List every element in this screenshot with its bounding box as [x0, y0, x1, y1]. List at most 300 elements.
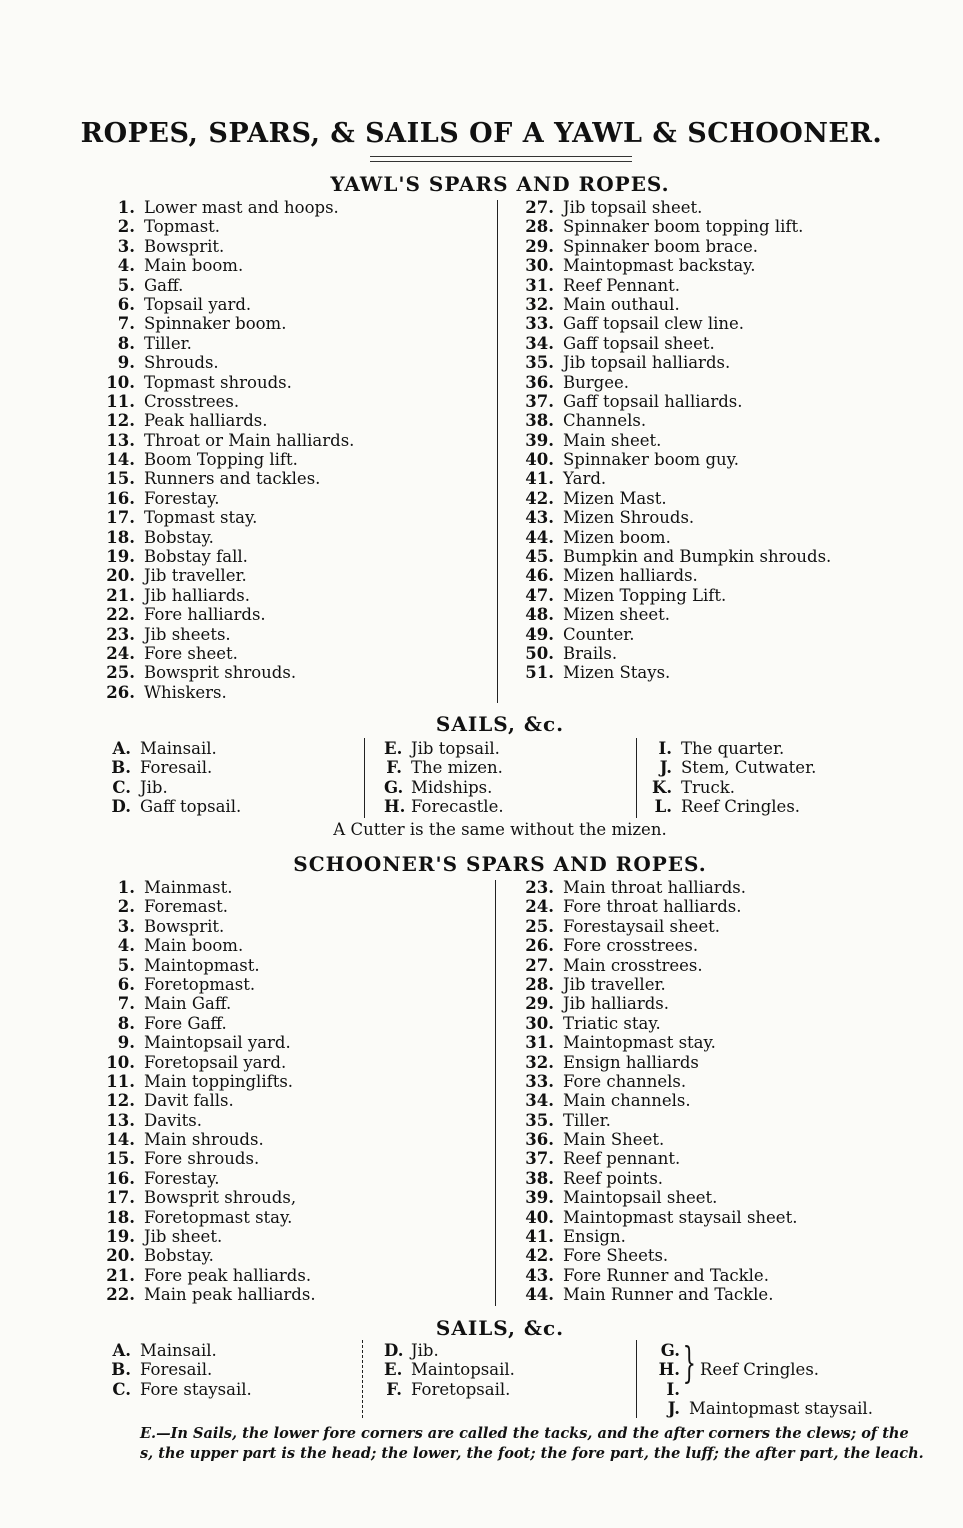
list-number: I. — [666, 1379, 680, 1399]
list-item — [103, 237, 354, 256]
list-label: Runners and tackles. — [144, 469, 321, 489]
list-item — [522, 1246, 797, 1265]
list-label: Maintopmast staysail. — [689, 1399, 873, 1419]
list-item — [103, 683, 354, 702]
list-label: Mizen Stays. — [563, 663, 671, 683]
list-number: 40. — [525, 1207, 554, 1227]
list-label: Peak halliards. — [144, 411, 268, 431]
list-number: 29. — [525, 994, 554, 1014]
list-number: 44. — [525, 527, 554, 547]
list-label: Bumpkin and Bumpkin shrouds. — [563, 547, 832, 567]
list-item — [522, 334, 831, 353]
list-label: Mizen Shrouds. — [563, 508, 695, 528]
list-item — [522, 1169, 797, 1188]
list-number: 34. — [525, 1091, 554, 1111]
list-item — [522, 936, 797, 955]
list-item — [103, 353, 354, 372]
list-label: Jib topsail halliards. — [563, 353, 731, 373]
list-label: Channels. — [563, 411, 647, 431]
list-item — [384, 739, 504, 758]
list-number: 31. — [525, 1033, 554, 1053]
list-number: 25. — [106, 663, 135, 683]
list-number: I. — [658, 739, 672, 758]
list-item — [522, 625, 831, 644]
list-number: 38. — [525, 1168, 554, 1188]
list-label: Mizen Mast. — [563, 488, 667, 508]
list-item — [522, 566, 831, 585]
list-item — [522, 605, 831, 624]
list-label: Main toppinglifts. — [144, 1071, 294, 1091]
list-number: 48. — [525, 605, 554, 625]
list-item — [522, 508, 831, 527]
list-item — [522, 528, 831, 547]
list-number: H. — [658, 1360, 680, 1380]
list-number: D. — [111, 797, 131, 817]
list-number: 24. — [106, 643, 135, 663]
list-number: C. — [112, 1379, 131, 1399]
list-item — [103, 276, 354, 295]
list-label: Fore halliards. — [144, 605, 266, 625]
list-label: Ensign halliards — [563, 1052, 699, 1072]
list-label: Jib. — [140, 777, 168, 797]
list-item — [522, 469, 831, 488]
list-label: Maintopmast backstay. — [563, 256, 756, 276]
list-item — [103, 897, 316, 916]
list-number: 13. — [106, 430, 135, 450]
list-label: Reef Cringles. — [681, 797, 801, 817]
footnote — [140, 1424, 924, 1464]
list-item — [103, 1227, 316, 1246]
list-label: Forestay. — [144, 488, 220, 508]
list-label: Topmast stay. — [144, 508, 258, 528]
list-number: 40. — [525, 450, 554, 470]
list-number: 20. — [106, 566, 135, 586]
list-number: 44. — [525, 1285, 554, 1305]
list-number: 11. — [106, 391, 135, 411]
list-label: Forestay. — [144, 1168, 220, 1188]
list-number: 50. — [525, 643, 554, 663]
list-label: Jib. — [411, 1341, 439, 1360]
list-label: Fore shrouds. — [144, 1149, 260, 1169]
list-label: Reef points. — [563, 1168, 664, 1188]
list-item — [384, 1360, 515, 1379]
list-label: Truck. — [681, 777, 736, 797]
list-item — [107, 758, 241, 777]
list-item — [522, 975, 797, 994]
list-number: C. — [112, 777, 131, 797]
list-number: 5. — [117, 275, 135, 295]
list-item — [522, 1091, 797, 1110]
list-label: Jib halliards. — [563, 994, 669, 1014]
list-number: 30. — [525, 1013, 554, 1033]
list-label: Main sheet. — [563, 430, 662, 450]
list-number: 5. — [117, 955, 135, 975]
list-number: 1. — [117, 198, 135, 217]
list-item — [107, 797, 241, 816]
list-number: 21. — [106, 585, 135, 605]
list-item — [522, 878, 797, 897]
list-number: 36. — [525, 372, 554, 392]
list-item — [103, 373, 354, 392]
list-number: 49. — [525, 624, 554, 644]
list-label: Foretopsail yard. — [144, 1052, 287, 1072]
list-number: 6. — [117, 974, 135, 994]
list-label: Main channels. — [563, 1091, 691, 1111]
list-number: 31. — [525, 275, 554, 295]
list-label: Mainsail. — [140, 739, 217, 758]
list-label: Fore channels. — [563, 1071, 687, 1091]
list-number: E. — [384, 739, 403, 758]
list-number: 9. — [117, 353, 135, 373]
list-number: 2. — [117, 217, 135, 237]
list-item — [522, 994, 797, 1013]
list-label: Spinnaker boom brace. — [563, 236, 758, 256]
yawl-sails-col-1 — [107, 739, 241, 817]
list-number: 14. — [106, 1130, 135, 1150]
list-item — [522, 663, 831, 682]
list-label: Jib sheets. — [144, 624, 231, 644]
list-item — [103, 663, 354, 682]
list-number: 51. — [525, 663, 554, 683]
list-number: 21. — [106, 1265, 135, 1285]
list-label: Mizen boom. — [563, 527, 671, 547]
list-label: Forestaysail sheet. — [563, 916, 720, 936]
list-number: 7. — [117, 314, 135, 334]
list-item — [103, 936, 316, 955]
list-number: 2. — [117, 897, 135, 917]
list-label: Shrouds. — [144, 353, 219, 373]
list-number: 24. — [525, 897, 554, 917]
list-label: Topmast shrouds. — [144, 372, 292, 392]
list-item — [103, 528, 354, 547]
list-item — [522, 1208, 797, 1227]
list-label: Mizen halliards. — [563, 566, 698, 586]
list-item — [103, 1033, 316, 1052]
list-number: 39. — [525, 430, 554, 450]
list-number: A. — [112, 739, 131, 758]
list-item — [522, 256, 831, 275]
list-number: 6. — [117, 294, 135, 314]
list-item — [522, 1111, 797, 1130]
list-item — [103, 566, 354, 585]
list-number: 38. — [525, 411, 554, 431]
page-title: ROPES, SPARS, & SAILS OF A YAWL & SCHOONER. — [80, 118, 883, 149]
list-number: 8. — [117, 333, 135, 353]
list-item — [107, 1360, 252, 1379]
list-label: Bowsprit shrouds, — [144, 1188, 297, 1208]
list-label: Main throat halliards. — [563, 878, 746, 897]
list-number: 42. — [525, 488, 554, 508]
list-number: 17. — [106, 1188, 135, 1208]
list-item — [103, 1014, 316, 1033]
list-item — [522, 1053, 797, 1072]
list-item — [103, 508, 354, 527]
list-item — [522, 353, 831, 372]
list-item — [103, 295, 354, 314]
list-item — [103, 994, 316, 1013]
list-label: Bobstay. — [144, 1246, 214, 1266]
list-item — [522, 917, 797, 936]
list-label: Jib topsail sheet. — [563, 198, 703, 217]
list-label: Tiller. — [563, 1110, 611, 1130]
list-label: Burgee. — [563, 372, 629, 392]
list-item — [103, 878, 316, 897]
reef-cringles-label: Reef Cringles. — [700, 1360, 820, 1379]
list-item — [103, 975, 316, 994]
list-number: 35. — [525, 1110, 554, 1130]
list-number: 8. — [117, 1013, 135, 1033]
list-number: 1. — [117, 878, 135, 897]
list-number: 18. — [106, 527, 135, 547]
list-number: F. — [386, 1379, 402, 1399]
list-item — [103, 1285, 316, 1304]
list-label: Maintopmast staysail sheet. — [563, 1207, 798, 1227]
list-label: Spinnaker boom guy. — [563, 450, 740, 470]
list-item — [522, 1188, 797, 1207]
list-label: Bowsprit. — [144, 916, 225, 936]
list-number: 16. — [106, 1168, 135, 1188]
list-item — [522, 276, 831, 295]
list-number: J. — [659, 758, 672, 778]
yawl-right-list — [522, 198, 831, 683]
list-number: 42. — [525, 1246, 554, 1266]
list-label: Main outhaul. — [563, 294, 680, 314]
list-label: Tiller. — [144, 333, 192, 353]
list-number: 22. — [106, 1285, 135, 1305]
list-item — [103, 1130, 316, 1149]
list-label: Davits. — [144, 1110, 203, 1130]
list-number: 10. — [106, 372, 135, 392]
list-number: 35. — [525, 353, 554, 373]
list-label: Jib topsail. — [411, 739, 500, 758]
list-item — [103, 644, 354, 663]
list-number: 3. — [117, 916, 135, 936]
list-number: 37. — [525, 391, 554, 411]
list-number: 41. — [525, 1227, 554, 1247]
list-label: Main Sheet. — [563, 1130, 665, 1150]
column-divider — [497, 200, 498, 703]
list-item — [103, 392, 354, 411]
schooner-left-list — [103, 878, 316, 1305]
list-label: Jib sheet. — [144, 1227, 223, 1247]
list-label: Gaff. — [144, 275, 184, 295]
list-number: L. — [654, 797, 672, 817]
list-item — [103, 1072, 316, 1091]
list-number: 45. — [525, 547, 554, 567]
list-item — [103, 334, 354, 353]
list-number: 47. — [525, 585, 554, 605]
list-item — [103, 1169, 316, 1188]
list-label: Fore sheet. — [144, 643, 238, 663]
list-item — [103, 1149, 316, 1168]
list-number: 33. — [525, 314, 554, 334]
list-label: Jib traveller. — [563, 974, 666, 994]
list-number: 19. — [106, 547, 135, 567]
yawl-heading: YAWL'S SPARS AND ROPES. — [330, 172, 670, 196]
list-item — [103, 450, 354, 469]
list-item — [522, 237, 831, 256]
schooner-sails-col-1 — [107, 1341, 252, 1399]
list-item — [522, 295, 831, 314]
list-item — [522, 1149, 797, 1168]
list-item — [522, 1266, 797, 1285]
list-label: Maintopsail sheet. — [563, 1188, 718, 1208]
list-item — [103, 605, 354, 624]
list-number: 14. — [106, 450, 135, 470]
list-label: Topmast. — [144, 217, 221, 237]
list-number: 26. — [525, 936, 554, 956]
list-label: Foretopsail. — [411, 1379, 511, 1399]
yawl-sails-col-2 — [384, 739, 504, 817]
list-number: 7. — [117, 994, 135, 1014]
list-item — [522, 217, 831, 236]
list-item — [103, 1091, 316, 1110]
column-divider — [636, 738, 637, 818]
list-item — [103, 469, 354, 488]
list-number: B. — [111, 758, 131, 778]
column-divider — [364, 738, 365, 818]
list-label: Maintopsail yard. — [144, 1033, 291, 1053]
list-number: 9. — [117, 1033, 135, 1053]
list-label: Main crosstrees. — [563, 955, 703, 975]
list-label: Fore crosstrees. — [563, 936, 699, 956]
list-label: Bobstay fall. — [144, 547, 248, 567]
list-label: Mizen Topping Lift. — [563, 585, 727, 605]
list-label: Davit falls. — [144, 1091, 234, 1111]
list-label: Counter. — [563, 624, 635, 644]
list-item — [522, 411, 831, 430]
list-number: 43. — [525, 508, 554, 528]
list-label: Fore throat halliards. — [563, 897, 742, 917]
list-label: Bowsprit. — [144, 236, 225, 256]
list-number: B. — [111, 1360, 131, 1380]
list-label: Brails. — [563, 643, 618, 663]
list-item — [103, 547, 354, 566]
list-label: Fore staysail. — [140, 1379, 252, 1399]
list-item — [652, 797, 816, 816]
list-label: Fore Runner and Tackle. — [563, 1265, 769, 1285]
list-number: 36. — [525, 1130, 554, 1150]
list-number: 39. — [525, 1188, 554, 1208]
list-label: Gaff topsail halliards. — [563, 391, 743, 411]
list-item — [522, 1285, 797, 1304]
yawl-left-list — [103, 198, 354, 702]
list-number: 27. — [525, 198, 554, 217]
list-item — [103, 314, 354, 333]
list-item — [103, 1188, 316, 1207]
list-number: G. — [660, 1341, 680, 1360]
list-label: Fore Sheets. — [563, 1246, 669, 1266]
list-label: Spinnaker boom topping lift. — [563, 217, 804, 237]
list-label: Main Gaff. — [144, 994, 232, 1014]
list-number: 46. — [525, 566, 554, 586]
list-number: F. — [386, 758, 402, 778]
list-item — [522, 586, 831, 605]
list-number: D. — [384, 1341, 404, 1360]
list-number: 20. — [106, 1246, 135, 1266]
list-number: 15. — [106, 469, 135, 489]
list-number: 17. — [106, 508, 135, 528]
list-number: 13. — [106, 1110, 135, 1130]
list-label: Gaff topsail. — [140, 797, 242, 817]
list-number: 18. — [106, 1207, 135, 1227]
list-number: 19. — [106, 1227, 135, 1247]
list-number: 28. — [525, 974, 554, 994]
list-number: H. — [384, 797, 406, 817]
list-item — [522, 198, 831, 217]
list-number: 41. — [525, 469, 554, 489]
list-label: Main boom. — [144, 256, 244, 276]
list-label: Lower mast and hoops. — [144, 198, 339, 217]
list-item — [522, 644, 831, 663]
list-item — [107, 1341, 252, 1360]
list-label: Foresail. — [140, 758, 213, 778]
list-label: Foretopmast stay. — [144, 1207, 293, 1227]
list-item — [103, 625, 354, 644]
list-item — [522, 431, 831, 450]
brace-symbol: } — [682, 1338, 697, 1387]
cutter-note: A Cutter is the same without the mizen. — [333, 820, 667, 839]
list-label: Bobstay. — [144, 527, 214, 547]
list-item — [107, 778, 241, 797]
list-label: Gaff topsail clew line. — [563, 314, 745, 334]
list-item — [522, 392, 831, 411]
list-label: Main shrouds. — [144, 1130, 264, 1150]
list-item — [652, 778, 816, 797]
list-item — [103, 586, 354, 605]
list-number: 3. — [117, 236, 135, 256]
list-number: 12. — [106, 1091, 135, 1111]
list-label: Foremast. — [144, 897, 228, 917]
list-label: Mainsail. — [140, 1341, 217, 1360]
list-number: 16. — [106, 488, 135, 508]
list-label: Midships. — [411, 777, 493, 797]
list-item — [103, 956, 316, 975]
list-item — [107, 1380, 252, 1399]
list-label: Forecastle. — [411, 797, 504, 817]
list-label: Stem, Cutwater. — [681, 758, 817, 778]
list-label: Main peak halliards. — [144, 1285, 316, 1305]
list-label: Whiskers. — [144, 682, 227, 702]
list-number: 34. — [525, 333, 554, 353]
list-item — [522, 547, 831, 566]
list-label: Jib halliards. — [144, 585, 250, 605]
footnote-line-2: s, the upper part is the head; the lower, the foot; the fore part, the luff; the after part, the leach. — [140, 1445, 924, 1462]
list-item — [103, 198, 354, 217]
list-label: Boom Topping lift. — [144, 450, 298, 470]
list-item — [103, 256, 354, 275]
list-number: 15. — [106, 1149, 135, 1169]
list-label: Maintopsail. — [411, 1360, 515, 1380]
list-label: Topsail yard. — [144, 294, 252, 314]
list-item — [522, 1033, 797, 1052]
list-item — [384, 1341, 515, 1360]
list-label: Foretopmast. — [144, 974, 256, 994]
list-number: 10. — [106, 1052, 135, 1072]
list-number: 29. — [525, 236, 554, 256]
list-label: Spinnaker boom. — [144, 314, 287, 334]
list-label: Reef Pennant. — [563, 275, 681, 295]
list-item — [522, 450, 831, 469]
list-number: 12. — [106, 411, 135, 431]
schooner-right-list — [522, 878, 797, 1305]
list-item — [522, 1227, 797, 1246]
column-divider — [362, 1340, 363, 1418]
list-item — [522, 1072, 797, 1091]
list-label: Mizen sheet. — [563, 605, 671, 625]
list-number: 4. — [117, 936, 135, 956]
list-item — [384, 758, 504, 777]
